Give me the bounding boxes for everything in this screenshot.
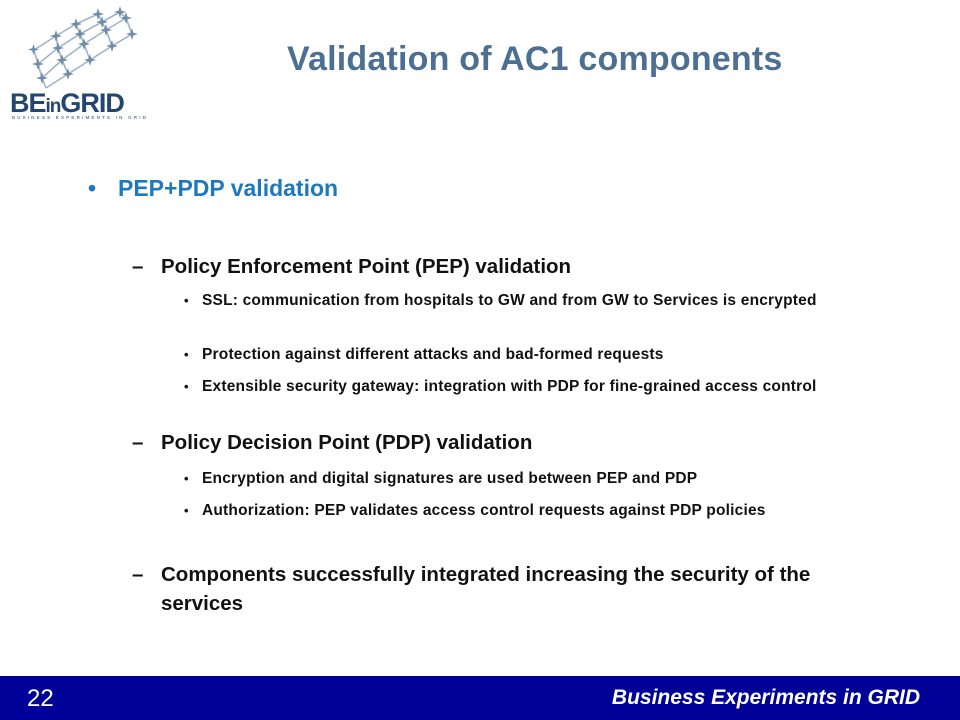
bullet-icon: • — [184, 471, 189, 486]
bullet-icon: • — [184, 293, 189, 308]
list-item — [184, 500, 854, 521]
section-components-heading — [132, 560, 832, 618]
section-heading-text: Policy Enforcement Point (PEP) validation — [161, 255, 572, 278]
bullet-icon: • — [184, 379, 189, 394]
section-pep-heading — [132, 252, 832, 281]
page-number: 22 — [27, 685, 54, 712]
list-item-text: Extensible security gateway: integration with PDP for fine-grained access control — [202, 378, 817, 395]
logo-wordmark: BEinGRID — [10, 88, 124, 118]
list-item — [184, 290, 854, 311]
bullet-text: PEP+PDP validation — [118, 175, 339, 201]
section-heading-text: Policy Decision Point (PDP) validation — [161, 431, 533, 454]
bullet-icon: • — [88, 175, 97, 201]
list-item — [184, 376, 854, 397]
logo-tagline: BUSINESS EXPERIMENTS IN GRID — [12, 115, 149, 120]
list-item-text: Encryption and digital signatures are used between PEP and PDP — [202, 470, 698, 487]
list-item-text: Authorization: PEP validates access control requests against PDP policies — [202, 502, 766, 519]
bullet-icon: • — [184, 347, 189, 362]
footer-brand: Business Experiments in GRID — [611, 686, 920, 709]
dash-icon: – — [132, 255, 144, 278]
footer-bar — [0, 676, 960, 720]
section-heading-text: Components successfully integrated increasing the security of the services — [161, 563, 811, 615]
section-pdp-heading — [132, 428, 832, 457]
dash-icon: – — [132, 431, 144, 454]
beingrid-logo — [4, 4, 164, 124]
grid-stars-icon — [4, 4, 154, 90]
list-item-text: Protection against different attacks and bad-formed requests — [202, 346, 664, 363]
list-item — [184, 344, 854, 365]
list-item — [184, 468, 854, 489]
bullet-icon: • — [184, 503, 189, 518]
list-item-text: SSL: communication from hospitals to GW and from GW to Services is encrypted — [202, 292, 817, 309]
slide-title: Validation of AC1 components — [287, 40, 783, 78]
dash-icon: – — [132, 563, 144, 586]
